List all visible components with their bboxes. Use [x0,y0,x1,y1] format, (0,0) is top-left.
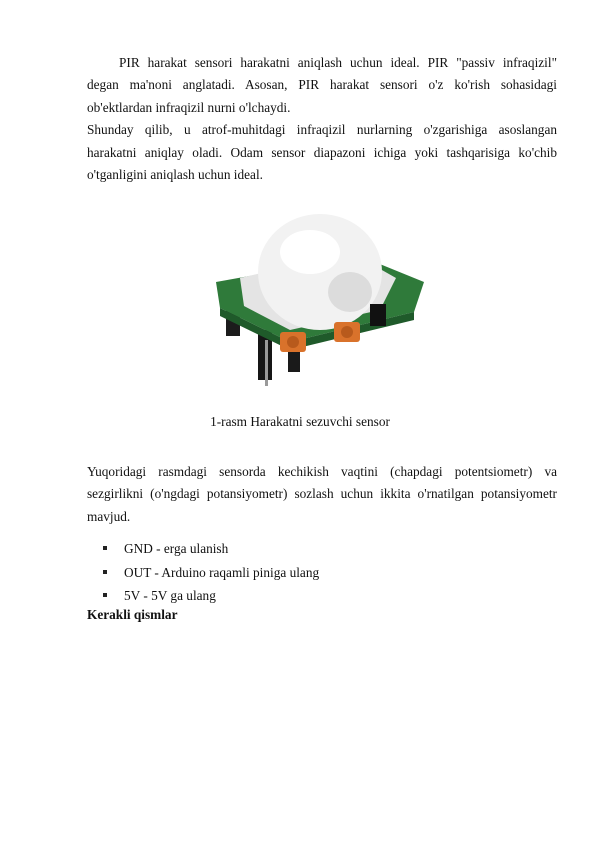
pir-sensor-image [210,200,430,400]
intro-line-4: Shunday qilib, u atrof-muhitdagi infraqizil nurlarning o'zgarishiga asoslangan [87,122,557,138]
pin-list [100,537,319,608]
figure-caption: 1-rasm Harakatni sezuvchi sensor [210,414,390,429]
pot-line-1: Yuqoridagi rasmdagi sensorda kechikish vaqtini (chapdagi potentsiometr) va [87,464,557,479]
potentiometer-right-knob [341,326,353,338]
intro-line-1: PIR harakat sensori harakatni aniqlash uchun ideal. PIR "passiv infraqizil" [119,55,557,70]
pcb-component [370,304,386,326]
section-heading: Kerakli qismlar [87,607,178,622]
pot-line-2: sezgirlikni (o'ngdagi potansiyometr) sozlash uchun ikkita o'rnatilgan potansiyometr [87,486,557,502]
list-item: OUT - Arduino raqamli piniga ulang [100,561,319,585]
list-item: GND - erga ulanish [100,537,319,561]
list-item: 5V - 5V ga ulang [100,584,319,608]
intro-line-5: harakatni aniqlay oladi. Odam sensor diapazoni ichiga yoki tashqarisiga ko'chib [87,144,557,160]
intro-line-2: degan ma'noni anglatadi. Asosan, PIR harakat sensori o'z ko'rish sohasidagi [87,77,557,93]
dome-shadow [328,272,372,312]
bullet-icon [103,570,107,574]
bullet-icon [103,546,107,550]
intro-line-3: ob'ektlardan infraqizil nurni o'lchaydi. [87,99,291,115]
intro-line-6: o'tganligini aniqlash uchun ideal. [87,167,263,183]
intro-paragraph [87,52,557,186]
potentiometer-left-knob [287,336,299,348]
dome-highlight [280,230,340,274]
bullet-icon [103,593,107,597]
pot-line-3: mavjud. [87,508,131,524]
pin-metal [265,340,268,386]
potentiometer-paragraph [87,461,557,528]
